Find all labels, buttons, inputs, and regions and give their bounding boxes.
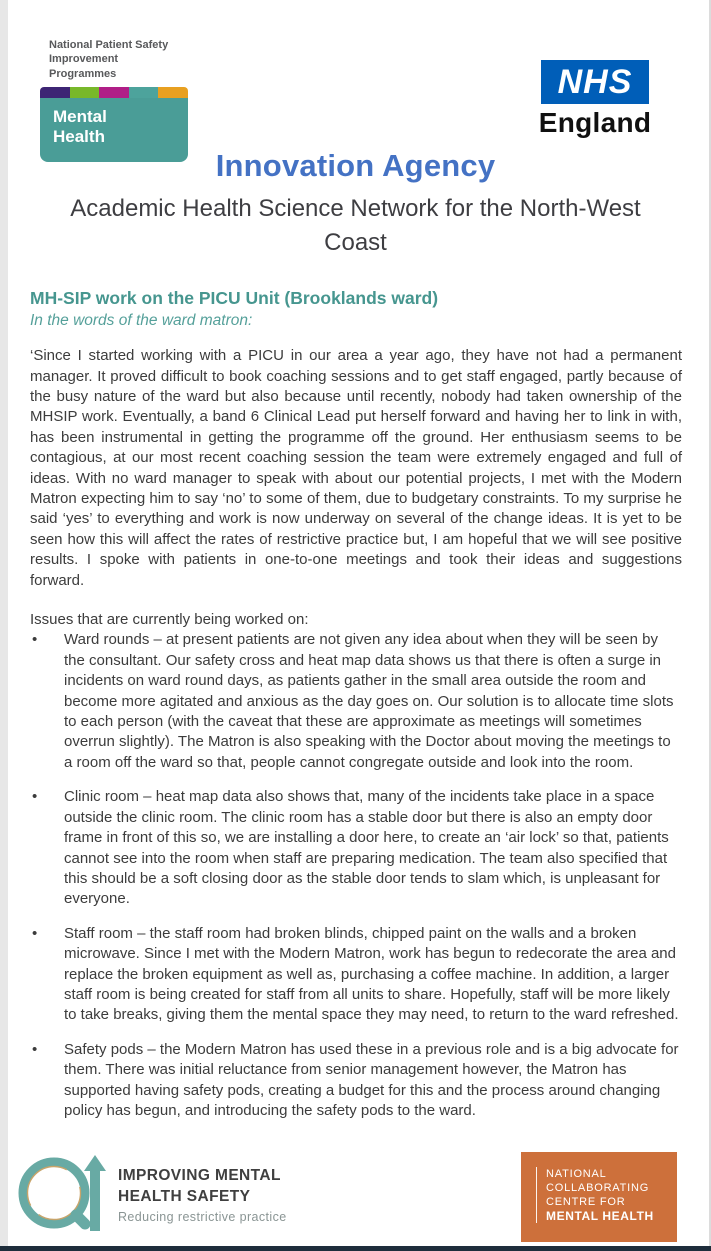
section-heading: MH-SIP work on the PICU Unit (Brooklands ward): [30, 288, 439, 309]
npsip-caption: [40, 38, 188, 81]
matron-quote-paragraph: ‘Since I started working with a PICU in our area a year ago, they have not had a permanent manager. It proved difficult to book coaching sessions and to get staff engaged, partly because of the busy nature of the ward but also because until recently, nobody had taken ownership of the MHSIP work. Eventually, a band 6 Clinical Lead put herself forward and having her to link in with, has been instrumental in getting the programme off the ground. Her enthusiasm seems to be contagious, at our most recent coaching session the team were extremely engaged and full of ideas. With no ward manager to speak with about our potential projects, I met with the Modern Matron expecting him to say ‘no’ to some of them, due to budgetary constraints. To my surprise he said ‘yes’ to everything and work is now underway on several of the change ideas. It is yet to be seen how this will affect the rates of restrictive practice but, I am hopeful that we will see positive results. I spoke with patients in one-to-one meetings and took their ideas and suggestions forward.: [30, 347, 682, 589]
qi-title-line1: IMPROVING MENTAL: [118, 1167, 281, 1185]
list-item-text: Safety pods – the Modern Matron has used these in a previous role and is a big advocate for them. There was initial reluctance from senior management however, the Matron has supported having safety pods, creating a budget for this and the process around changing policy has begun, and introducing the safety pods to the ward.: [64, 1040, 679, 1119]
stripe-magenta: [99, 87, 129, 98]
magnifier-arrow-icon: [14, 1150, 114, 1240]
list-item-text: Clinic room – heat map data also shows that, many of the incidents take place in a space outside the clinic room. The clinic room has a stable door but there is also an empty door frame in front of this so, we are installing a door here, to create an ‘air lock’ so that, patients cannot see into the room when staff are preparing medication. The team also specified that this should be a soft closing door as the stable door tends to slam which, is unpleasant for everyone.: [64, 788, 669, 908]
nccmh-line2: COLLABORATING: [546, 1182, 650, 1194]
npsip-caption-line1: National Patient Safety: [49, 39, 169, 51]
qi-title: [118, 1166, 287, 1206]
section-subheading: In the words of the ward matron:: [30, 312, 253, 330]
npsip-mental-health-logo: [40, 38, 188, 162]
stripe-teal: [129, 87, 159, 98]
qi-tagline: Reducing restrictive practice: [118, 1209, 287, 1224]
qi-title-line2: HEALTH SAFETY: [118, 1187, 251, 1205]
qi-improving-mental-health-safety-logo: [14, 1150, 287, 1240]
issues-intro: Issues that are currently being worked on:: [30, 611, 309, 629]
qi-logo-text: [118, 1166, 287, 1223]
nhs-england-label: England: [538, 107, 652, 138]
mental-health-line2: Health: [53, 127, 105, 147]
page-subtitle: Academic Health Science Network for the North-West Coast: [70, 195, 641, 257]
nhs-england-logo: [535, 60, 655, 139]
list-item-clinic-room: [30, 787, 682, 909]
list-item-text: Ward rounds – at present patients are not given any idea about when they will be seen by the consultant. Our safety cross and heat map data shows us that there is often a surge in incidents on ward round days, as patients gather in the small area outside the room and become more agitated and anxious as the day goes on. Our solution is to allocate time slots to each person (with the caveat that these are approximate as meetings will sometimes overrun slightly). The Matron is also speaking with the Doctor about moving the meetings to a room off the ward so that, people cannot congregate outside and look into the room.: [64, 631, 674, 771]
nhs-logo-box: NHS: [541, 60, 649, 104]
nccmh-text-block: [536, 1167, 669, 1223]
bullet-icon: •: [32, 631, 38, 649]
bullet-icon: •: [32, 924, 38, 942]
mental-health-box: [40, 87, 188, 162]
stripe-green: [70, 87, 100, 98]
nccmh-line1: NATIONAL: [546, 1168, 607, 1180]
list-item-safety-pods: [30, 1040, 682, 1122]
page-left-margin: [0, 0, 8, 1251]
nccmh-line4: MENTAL HEALTH: [546, 1209, 654, 1223]
mental-health-label: [40, 98, 188, 162]
page-title: Innovation Agency: [215, 148, 496, 183]
bullet-icon: •: [32, 1040, 38, 1058]
stripe-orange: [158, 87, 188, 98]
nccmh-logo: [521, 1152, 677, 1242]
main-content: [30, 288, 682, 1121]
page-bottom-bar: [0, 1246, 711, 1251]
npsip-caption-line2: Improvement Programmes: [49, 53, 119, 80]
list-item-ward-rounds: [30, 630, 682, 773]
npsip-stripe-bar: [40, 87, 188, 98]
stripe-purple: [40, 87, 70, 98]
bullet-icon: •: [32, 788, 38, 806]
list-item-staff-room: [30, 924, 682, 1026]
issues-list: [30, 630, 682, 1121]
nccmh-line3: CENTRE FOR: [546, 1196, 626, 1208]
mental-health-line1: Mental: [53, 106, 107, 126]
list-item-text: Staff room – the staff room had broken blinds, chipped paint on the walls and a broken microwave. Since I met with the Modern Matron, work has begun to redecorate the area and replace the broken equipment as well as, purchasing a coffee machine. In addition, a larger staff room is being created for staff from all units to share. Hopefully, staff will be more likely to take breaks, giving them the mental space they may need, to return to the ward refreshed.: [64, 924, 679, 1024]
